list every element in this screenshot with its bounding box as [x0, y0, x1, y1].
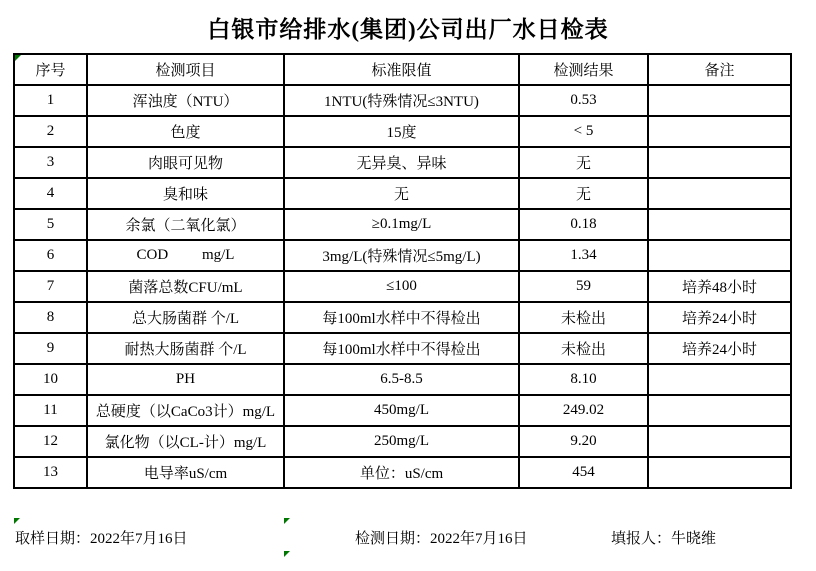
cell-limit: 无	[284, 178, 519, 209]
col-header-item: 检测项目	[87, 54, 284, 85]
cell-result: 9.20	[519, 426, 648, 457]
cell-remark	[648, 457, 791, 488]
cell-result: 未检出	[519, 302, 648, 333]
table-row	[14, 426, 791, 457]
cell-limit: 无异臭、异味	[284, 147, 519, 178]
col-header-remark: 备注	[648, 54, 791, 85]
table-row	[14, 271, 791, 302]
cell-limit: 单位：uS/cm	[284, 457, 519, 488]
cell-item: 色度	[87, 116, 284, 147]
page-title: 白银市给排水(集团)公司出厂水日检表	[207, 17, 609, 42]
error-indicator-icon	[14, 518, 20, 524]
cell-no: 1	[14, 85, 87, 116]
reporter-name: 填报人：牛晓维	[611, 531, 717, 547]
cell-no: 13	[14, 457, 87, 488]
table-row	[14, 209, 791, 240]
table-row	[14, 178, 791, 209]
cell-limit: 15度	[284, 116, 519, 147]
error-indicator-icon	[284, 518, 290, 524]
cell-item: 总大肠菌群 个/L	[87, 302, 284, 333]
cell-remark	[648, 147, 791, 178]
cell-remark: 培养48小时	[648, 271, 791, 302]
cell-limit: ≥0.1mg/L	[284, 209, 519, 240]
cell-result: 454	[519, 457, 648, 488]
table-row	[14, 364, 791, 395]
cell-no: 11	[14, 395, 87, 426]
cell-item: 浑浊度（NTU）	[87, 85, 284, 116]
cell-no: 9	[14, 333, 87, 364]
cell-no: 7	[14, 271, 87, 302]
cell-result: 8.10	[519, 364, 648, 395]
cell-result: 249.02	[519, 395, 648, 426]
table-row	[14, 395, 791, 426]
cell-remark	[648, 395, 791, 426]
cell-remark: 培养24小时	[648, 302, 791, 333]
cell-no: 2	[14, 116, 87, 147]
sampling-date: 取样日期：2022年7月16日	[15, 531, 188, 547]
cell-item: 余氯（二氧化氯）	[87, 209, 284, 240]
cell-limit: 1NTU(特殊情况≤3NTU)	[284, 85, 519, 116]
cell-limit: 每100ml水样中不得检出	[284, 333, 519, 364]
table-row	[14, 85, 791, 116]
cell-no: 4	[14, 178, 87, 209]
cell-limit: 3mg/L(特殊情况≤5mg/L)	[284, 240, 519, 271]
cell-remark	[648, 85, 791, 116]
cell-remark	[648, 178, 791, 209]
col-header-limit: 标准限值	[284, 54, 519, 85]
cell-remark	[648, 116, 791, 147]
cell-limit: 每100ml水样中不得检出	[284, 302, 519, 333]
cell-limit: 250mg/L	[284, 426, 519, 457]
table-row	[14, 147, 791, 178]
cell-remark: 培养24小时	[648, 333, 791, 364]
table-row	[14, 302, 791, 333]
cell-limit: 6.5-8.5	[284, 364, 519, 395]
error-indicator-icon	[15, 55, 21, 61]
cell-result: 未检出	[519, 333, 648, 364]
inspection-table	[13, 53, 792, 489]
cell-result: 0.18	[519, 209, 648, 240]
cell-item: PH	[87, 364, 284, 395]
testing-date: 检测日期：2022年7月16日	[355, 531, 528, 547]
cell-item: 肉眼可见物	[87, 147, 284, 178]
cell-remark	[648, 426, 791, 457]
cell-item: 氯化物（以CL-计）mg/L	[87, 426, 284, 457]
cell-no: 3	[14, 147, 87, 178]
cell-limit: 450mg/L	[284, 395, 519, 426]
cell-result: 无	[519, 147, 648, 178]
cell-no: 8	[14, 302, 87, 333]
table-row	[14, 240, 791, 271]
cell-limit: ≤100	[284, 271, 519, 302]
cell-item: 总硬度（以CaCo3计）mg/L	[87, 395, 284, 426]
header-row	[14, 54, 791, 85]
table-row	[14, 333, 791, 364]
cell-no: 12	[14, 426, 87, 457]
error-indicator-icon	[284, 551, 290, 557]
table-row	[14, 116, 791, 147]
cell-item: COD mg/L	[87, 240, 284, 271]
col-header-result: 检测结果	[519, 54, 648, 85]
table-row	[14, 457, 791, 488]
cell-no: 6	[14, 240, 87, 271]
cell-item: 菌落总数CFU/mL	[87, 271, 284, 302]
cell-result: 0.53	[519, 85, 648, 116]
cell-no: 5	[14, 209, 87, 240]
cell-result: < 5	[519, 116, 648, 147]
cell-result: 1.34	[519, 240, 648, 271]
cell-no: 10	[14, 364, 87, 395]
cell-result: 59	[519, 271, 648, 302]
cell-item: 电导率uS/cm	[87, 457, 284, 488]
cell-remark	[648, 240, 791, 271]
cell-remark	[648, 364, 791, 395]
cell-result: 无	[519, 178, 648, 209]
cell-item: 臭和味	[87, 178, 284, 209]
cell-remark	[648, 209, 791, 240]
cell-item: 耐热大肠菌群 个/L	[87, 333, 284, 364]
col-header-no: 序号	[14, 54, 87, 85]
